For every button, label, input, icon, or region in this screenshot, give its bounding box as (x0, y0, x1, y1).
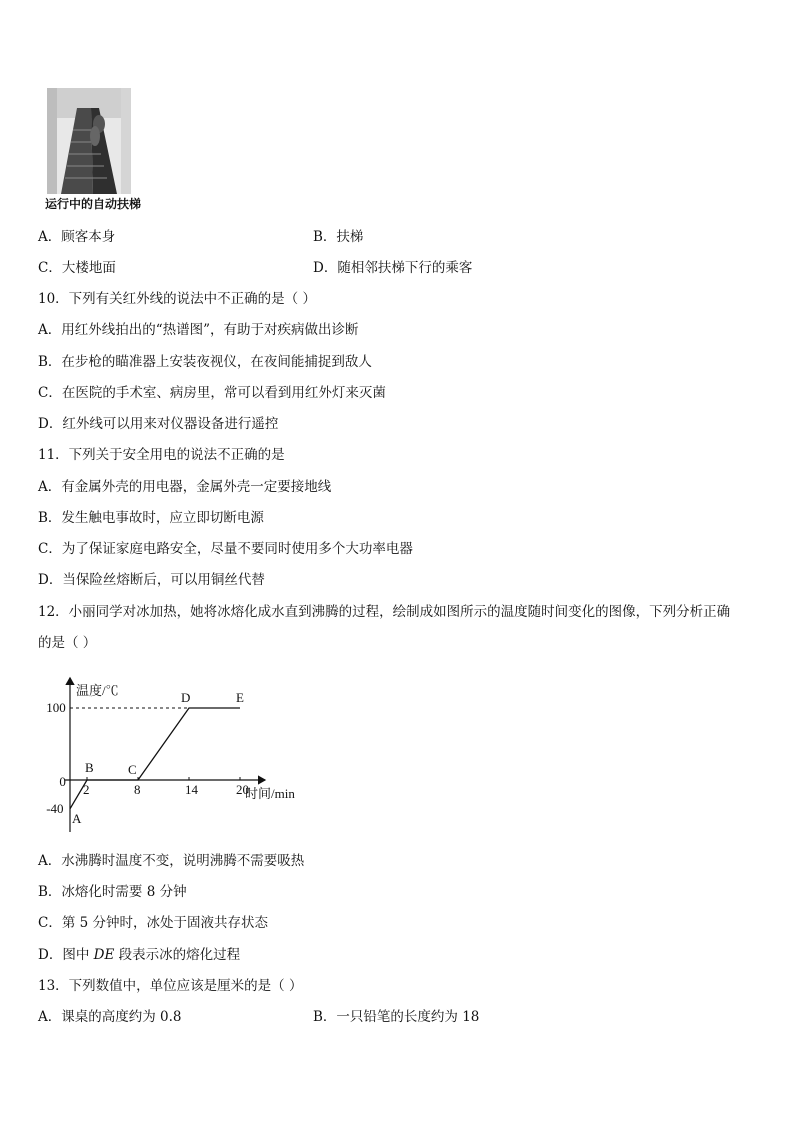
point-label-e: E (236, 690, 244, 705)
y-tick-label-0: 0 (59, 774, 66, 789)
point-label-a: A (72, 810, 82, 826)
q10-option-a: A．用红外线拍出的“热谱图”，有助于对疾病做出诊断 (38, 322, 359, 338)
q11-option-a: A．有金属外壳的用电器，金属外壳一定要接地线 (38, 479, 332, 495)
q12-stem-line2: 的是（ ） (38, 635, 97, 651)
q12-option-d: D．图中 DE 段表示冰的熔化过程 (38, 947, 241, 963)
q13-stem: 13．下列数值中，单位应该是厘米的是（ ） (38, 978, 303, 994)
x-tick-label-8: 8 (134, 782, 141, 797)
q11-option-b: B．发生触电事故时，应立即切断电源 (38, 510, 264, 526)
q10-option-d: D．红外线可以用来对仪器设备进行遥控 (38, 416, 279, 432)
q12-option-b: B．冰熔化时需要 8 分钟 (38, 884, 187, 900)
photo-caption: 运行中的自动扶梯 (45, 197, 142, 211)
q13-option-a: A．课桌的高度约为 0.8 (38, 1009, 182, 1025)
x-tick-label-2: 2 (83, 782, 90, 797)
q12-option-a: A．水沸腾时温度不变，说明沸腾不需要吸热 (38, 853, 305, 869)
temperature-time-chart (40, 672, 310, 837)
y-tick-label--40: -40 (46, 800, 64, 816)
q12-option-c: C．第 5 分钟时，冰处于固液共存状态 (38, 915, 269, 931)
series-line (70, 708, 240, 809)
point-label-d: D (181, 690, 191, 705)
q9-option-d: D．随相邻扶梯下行的乘客 (313, 260, 473, 276)
point-label-b: B (85, 760, 94, 775)
q11-option-c: C．为了保证家庭电路安全，尽量不要同时使用多个大功率电器 (38, 541, 413, 557)
x-tick-label-14: 14 (185, 782, 198, 797)
q9-option-a: A．顾客本身 (38, 229, 116, 245)
point-label-c: C (128, 762, 137, 777)
q9-option-c: C．大楼地面 (38, 260, 116, 276)
q10-stem: 10．下列有关红外线的说法中不正确的是（ ） (38, 291, 316, 307)
escalator-photo (47, 88, 131, 194)
q13-option-b: B．一只铅笔的长度约为 18 (313, 1009, 480, 1025)
q10-option-c: C．在医院的手术室、病房里，常可以看到用红外灯来灭菌 (38, 385, 386, 401)
q11-stem: 11．下列关于安全用电的说法不正确的是 (38, 447, 285, 463)
x-axis-label: 时间/min (245, 786, 295, 801)
y-axis-label: 温度/℃ (76, 683, 119, 698)
x-tick-label-20: 20 (236, 782, 249, 797)
q12-stem-line1: 12．小丽同学对冰加热，她将冰熔化成水直到沸腾的过程，绘制成如图所示的温度随时间变化的图像，下列分析正确 (38, 604, 731, 620)
q11-option-d: D．当保险丝熔断后，可以用铜丝代替 (38, 572, 265, 588)
q10-option-b: B．在步枪的瞄准器上安装夜视仪，在夜间能捕捉到敌人 (38, 354, 372, 370)
y-tick-label-100: 100 (46, 700, 66, 715)
q9-option-b: B．扶梯 (313, 229, 364, 245)
